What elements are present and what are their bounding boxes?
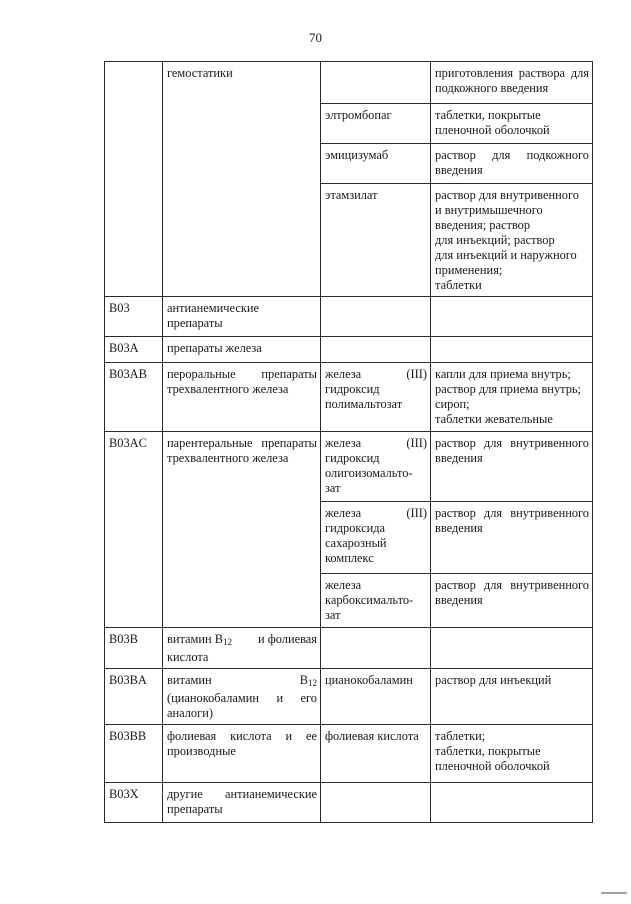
drug-name-cell	[321, 363, 431, 432]
drug-name-line: железа	[325, 578, 362, 592]
group-name-line	[167, 673, 317, 691]
group-name-cell	[163, 783, 321, 823]
atc-code-cell	[105, 62, 163, 297]
group-name-part: витамин B	[167, 632, 224, 646]
group-name-line: другие антианемические	[167, 787, 317, 801]
group-name-cell	[163, 297, 321, 337]
dosage-form-line: таблетки;	[435, 729, 486, 743]
atc-code-cell	[105, 628, 163, 669]
group-name-line: производные	[167, 744, 236, 758]
dosage-form-line: введения	[435, 163, 483, 177]
dosage-form-cell	[431, 337, 593, 363]
drug-name-cell	[321, 337, 431, 363]
drug-name-part: железа	[325, 367, 362, 381]
group-name-part: витамин	[167, 673, 212, 687]
drug-name: эмицизумаб	[325, 148, 389, 162]
dosage-form-line: таблетки, покрытые	[435, 108, 541, 122]
dosage-form-line: введения; раствор	[435, 218, 531, 232]
scan-artifact	[601, 892, 627, 898]
group-name-line: кислота	[167, 650, 209, 664]
atc-code: B03BB	[109, 729, 147, 743]
drug-name-cell	[321, 432, 431, 502]
drug-name: этамзилат	[325, 188, 378, 202]
dosage-form-line: пленочной оболочкой	[435, 123, 550, 137]
group-name-cell	[163, 337, 321, 363]
group-name-line: трехвалентного железа	[167, 451, 289, 465]
drug-name-line: полимальтозат	[325, 397, 403, 411]
atc-code: B03AB	[109, 367, 147, 381]
group-name-part: и фолиевая	[258, 632, 317, 646]
table-row	[105, 297, 593, 337]
dosage-form-cell	[431, 574, 593, 628]
table-row	[105, 725, 593, 783]
atc-code: B03	[109, 301, 130, 315]
group-name-line: препараты	[167, 802, 223, 816]
drug-name-part: (III)	[406, 506, 427, 520]
dosage-form-line: раствор для внутривенного	[435, 506, 589, 520]
table-row	[105, 669, 593, 725]
drug-name-line	[325, 506, 427, 521]
drug-name-line	[325, 367, 427, 382]
drug-name-cell	[321, 144, 431, 184]
drug-name: элтромбопаг	[325, 108, 392, 122]
group-name-line: (цианокобаламин и его	[167, 691, 317, 705]
dosage-form-cell	[431, 725, 593, 783]
atc-code-cell	[105, 725, 163, 783]
atc-code-cell	[105, 783, 163, 823]
dosage-form-cell	[431, 432, 593, 502]
group-name-line: фолиевая кислота и ее	[167, 729, 317, 743]
dosage-form-cell	[431, 363, 593, 432]
drug-name-part: (III)	[406, 436, 427, 450]
dosage-form-line: раствор для внутривенного	[435, 436, 589, 450]
dosage-form-line: таблетки, покрытые	[435, 744, 541, 758]
dosage-form-line: раствор для внутривенного	[435, 578, 589, 592]
group-name-line: трехвалентного железа	[167, 382, 289, 396]
page-number: 70	[309, 30, 322, 45]
drug-table	[104, 61, 593, 823]
atc-code: B03AC	[109, 436, 147, 450]
drug-name-part: железа	[325, 506, 362, 520]
drug-name-cell	[321, 62, 431, 104]
group-name-line: пероральные препараты	[167, 367, 317, 381]
dosage-form-line: капли для приема внутрь;	[435, 367, 571, 381]
atc-code: B03BA	[109, 673, 147, 687]
dosage-form-cell	[431, 783, 593, 823]
drug-name-cell	[321, 628, 431, 669]
group-name-part: B	[299, 673, 308, 687]
table-row	[105, 337, 593, 363]
drug-name-line: комплекс	[325, 551, 374, 565]
dosage-form-cell	[431, 184, 593, 297]
dosage-form-line: пленочной оболочкой	[435, 759, 550, 773]
group-name-cell	[163, 432, 321, 628]
dosage-form-line: таблетки	[435, 278, 482, 292]
group-name-line	[167, 632, 317, 650]
dosage-form-line: для инъекций и наружного	[435, 248, 577, 262]
drug-name-line: олигоизомальто-	[325, 466, 413, 480]
dosage-form-line: введения	[435, 593, 483, 607]
drug-name-cell	[321, 104, 431, 144]
drug-name-line: зат	[325, 481, 341, 495]
dosage-form-cell	[431, 502, 593, 574]
group-name-cell	[163, 363, 321, 432]
dosage-form-line: раствор для приема внутрь;	[435, 382, 581, 396]
dosage-form-cell	[431, 144, 593, 184]
dosage-form: раствор для инъекций	[435, 673, 552, 687]
subscript: 12	[308, 678, 317, 688]
dosage-form-line: введения	[435, 451, 483, 465]
dosage-form-cell	[431, 104, 593, 144]
group-name-part	[167, 632, 232, 650]
group-name-part	[300, 673, 317, 691]
dosage-form-cell	[431, 628, 593, 669]
drug-name-part: железа	[325, 436, 362, 450]
group-name-cell	[163, 62, 321, 297]
drug-name: цианокобаламин	[325, 673, 413, 687]
dosage-form-line: раствор для внутривенного	[435, 188, 579, 202]
group-name-cell	[163, 669, 321, 725]
dosage-form-line: применения;	[435, 263, 503, 277]
group-name-line: аналоги)	[167, 706, 213, 720]
dosage-form-cell	[431, 669, 593, 725]
drug-name-line: гидроксид	[325, 382, 380, 396]
dosage-form: приготовления раствора для подкожного введения	[435, 66, 589, 95]
table-row	[105, 62, 593, 104]
dosage-form-line: таблетки жевательные	[435, 412, 553, 426]
dosage-form-line: введения	[435, 521, 483, 535]
dosage-form-line: сироп;	[435, 397, 470, 411]
group-name: препараты железа	[167, 341, 262, 355]
drug-name-cell	[321, 502, 431, 574]
drug-name-line: гидроксид	[325, 451, 380, 465]
drug-name-cell	[321, 184, 431, 297]
dosage-form-cell	[431, 297, 593, 337]
drug-name-part: (III)	[406, 367, 427, 381]
drug-name-line: гидроксида	[325, 521, 386, 535]
drug-name-cell	[321, 783, 431, 823]
drug-name-line	[325, 436, 427, 451]
table-row	[105, 783, 593, 823]
drug-name-cell	[321, 669, 431, 725]
atc-code-cell	[105, 363, 163, 432]
drug-name-line: сахарозный	[325, 536, 387, 550]
drug-name: фолиевая кислота	[325, 729, 419, 743]
group-name-cell	[163, 628, 321, 669]
drug-name-cell	[321, 725, 431, 783]
group-name-line: парентеральные препараты	[167, 436, 317, 450]
dosage-form-line: для инъекций; раствор	[435, 233, 555, 247]
atc-code-cell	[105, 297, 163, 337]
subscript: 12	[223, 637, 233, 647]
drug-name-cell	[321, 574, 431, 628]
dosage-form-line: и внутримышечного	[435, 203, 543, 217]
atc-code: B03B	[109, 632, 138, 646]
atc-code: B03A	[109, 341, 139, 355]
atc-code-cell	[105, 432, 163, 628]
atc-code-cell	[105, 669, 163, 725]
table-row	[105, 628, 593, 669]
drug-name-line: зат	[325, 608, 341, 622]
atc-code: B03X	[109, 787, 139, 801]
dosage-form-cell	[431, 62, 593, 104]
atc-code-cell	[105, 337, 163, 363]
group-name: гемостатики	[167, 66, 233, 80]
group-name-cell	[163, 725, 321, 783]
drug-name-line: карбоксимальто-	[325, 593, 414, 607]
table-row	[105, 432, 593, 502]
dosage-form-line: раствор для подкожного	[435, 148, 589, 162]
table-row	[105, 363, 593, 432]
group-name: антианемические препараты	[167, 301, 259, 330]
drug-name-cell	[321, 297, 431, 337]
